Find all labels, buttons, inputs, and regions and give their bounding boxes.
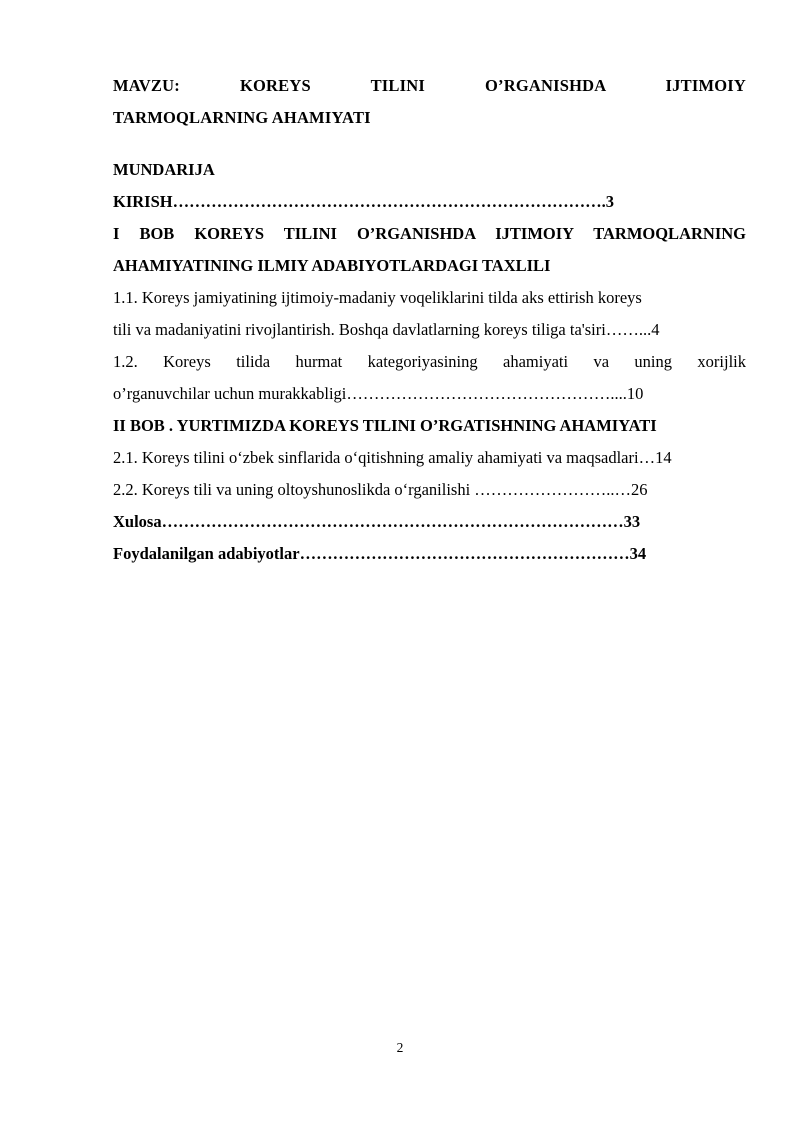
- table-of-contents: [113, 186, 746, 570]
- toc-item-chapter-1-line-2[interactable]: AHAMIYATINING ILMIY ADABIYOTLARDAGI TAXLILI: [113, 256, 551, 275]
- title-spacer: [113, 134, 746, 154]
- toc-item-chapter-1-line-1[interactable]: I BOB KOREYS TILINI O’RGANISHDA IJTIMOIY TARMOQLARNING: [113, 224, 746, 243]
- toc-item-section-1-1-line-2[interactable]: tili va madaniyatini rivojlantirish. Boshqa davlatlarning koreys tiliga ta'siri……...4: [113, 320, 660, 339]
- toc-item-section-1-2-line-1[interactable]: 1.2. Koreys tilida hurmat kategoriyasining ahamiyati va uning xorijlik: [113, 352, 746, 371]
- toc-item-chapter-2[interactable]: II BOB . YURTIMIZDA KOREYS TILINI O’RGATISHNING AHAMIYATI: [113, 416, 657, 435]
- toc-item-xulosa[interactable]: Xulosa…………………………………………………………………………33: [113, 512, 641, 531]
- title-line-2: TARMOQLARNING AHAMIYATI: [113, 108, 371, 127]
- toc-item-section-2-1[interactable]: 2.1. Koreys tilini o‘zbek sinflarida o‘qitishning amaliy ahamiyati va maqsadlari…14: [113, 448, 672, 467]
- page-number: 2: [396, 1040, 404, 1055]
- toc-item-section-2-2[interactable]: 2.2. Koreys tili va uning oltoyshunoslikda o‘rganilishi ……………………..…26: [113, 480, 648, 499]
- title-line-1: MAVZU: KOREYS TILINI O’RGANISHDA IJTIMOIY: [113, 76, 746, 95]
- toc-item-kirish[interactable]: KIRISH…………………………………………………………………….3: [113, 192, 614, 211]
- toc-heading: MUNDARIJA: [113, 160, 215, 179]
- toc-item-section-1-1-line-1[interactable]: 1.1. Koreys jamiyatining ijtimoiy-madaniy voqeliklarini tilda aks ettirish koreys: [113, 288, 642, 307]
- toc-item-foydalanilgan-adabiyotlar[interactable]: Foydalanilgan adabiyotlar……………………………………………………34: [113, 544, 647, 563]
- document-title: [113, 70, 746, 134]
- document-body: [113, 70, 746, 570]
- toc-item-section-1-2-line-2[interactable]: o’rganuvchilar uchun murakkabligi…………………………………………....10: [113, 384, 644, 403]
